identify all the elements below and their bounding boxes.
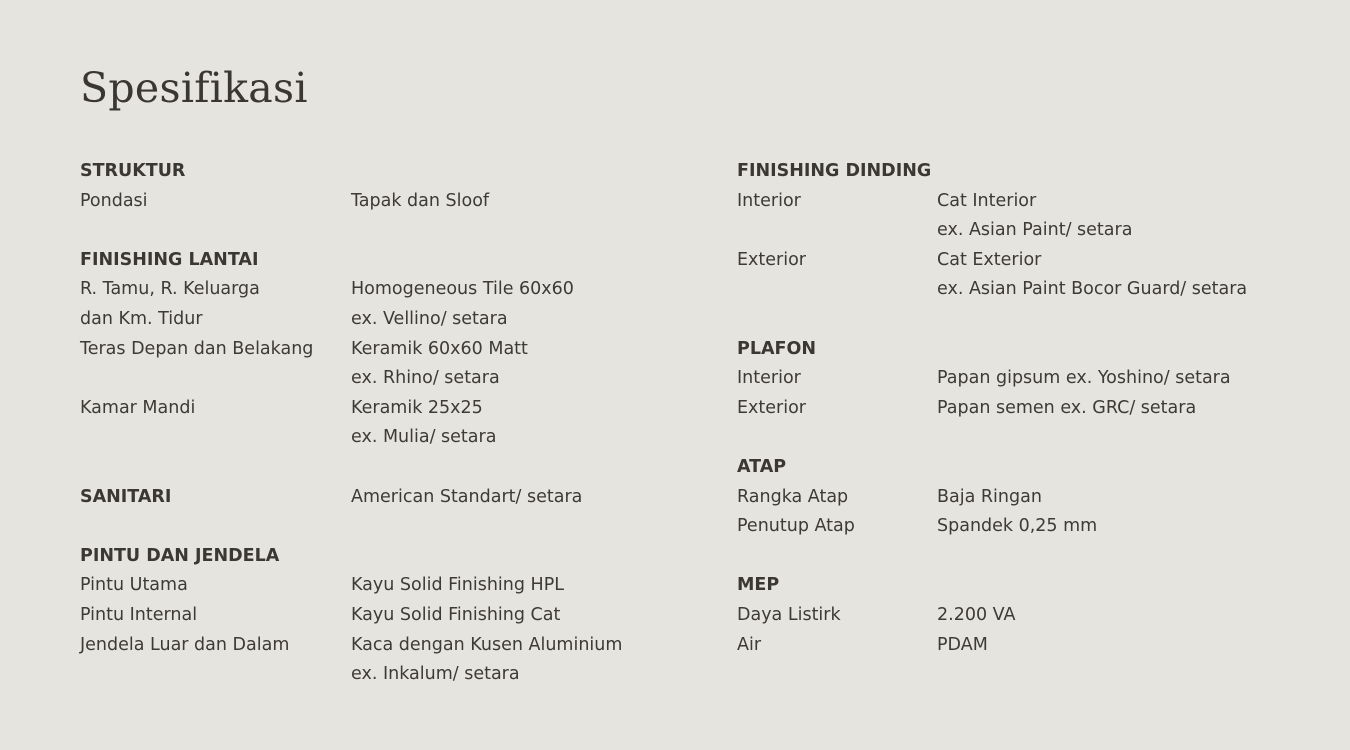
spec-value: PDAM [937, 634, 988, 655]
spec-value: Baja Ringan [937, 486, 1042, 507]
spec-row [80, 187, 680, 217]
spec-row [80, 275, 680, 305]
spec-section-row [80, 542, 680, 572]
spec-label: R. Tamu, R. Keluarga [80, 279, 260, 300]
spec-label: Interior [737, 368, 801, 389]
spec-value: 2.200 VA [937, 604, 1016, 625]
spec-row [80, 453, 680, 483]
spec-row [737, 216, 1317, 246]
spec-row [737, 601, 1317, 631]
spec-value: ex. Vellino/ setara [351, 308, 508, 329]
spec-row [737, 246, 1317, 276]
section-heading: FINISHING LANTAI [80, 249, 259, 270]
spec-value: Cat Exterior [937, 249, 1042, 270]
spec-label: Air [737, 634, 762, 655]
spec-section-row [737, 335, 1317, 365]
spec-column-right [737, 157, 1317, 660]
spec-value: Cat Interior [937, 190, 1037, 211]
spec-row [80, 423, 680, 453]
spec-label: Jendela Luar dan Dalam [80, 634, 290, 655]
spec-value: Homogeneous Tile 60x60 [351, 279, 574, 300]
spec-row [80, 512, 680, 542]
spec-section-row [80, 157, 680, 187]
spec-row [737, 423, 1317, 453]
section-heading: MEP [737, 575, 780, 596]
spec-value: Spandek 0,25 mm [937, 516, 1098, 537]
spec-value: Papan gipsum ex. Yoshino/ setara [937, 368, 1231, 389]
spec-section-row [737, 453, 1317, 483]
spec-row [737, 512, 1317, 542]
spec-section-row [80, 246, 680, 276]
spec-label: Interior [737, 190, 801, 211]
spec-label: Daya Listirk [737, 604, 841, 625]
spec-value: Kaca dengan Kusen Aluminium [351, 634, 623, 655]
spec-row [737, 483, 1317, 513]
spec-section-row [737, 571, 1317, 601]
spec-value: Tapak dan Sloof [351, 190, 490, 211]
spec-value: Kayu Solid Finishing HPL [351, 575, 565, 596]
spec-label: Exterior [737, 397, 807, 418]
spec-label: Penutup Atap [737, 516, 855, 537]
spec-row [737, 305, 1317, 335]
spec-value: ex. Asian Paint/ setara [937, 220, 1133, 241]
spec-row [80, 601, 680, 631]
spec-row [80, 394, 680, 424]
spec-label: Exterior [737, 249, 807, 270]
spec-label: dan Km. Tidur [80, 308, 203, 329]
section-heading: PLAFON [737, 338, 816, 359]
spec-row [737, 275, 1317, 305]
spec-row [80, 364, 680, 394]
spec-row [80, 631, 680, 661]
spec-value: ex. Inkalum/ setara [351, 664, 520, 685]
spec-value: ex. Mulia/ setara [351, 427, 497, 448]
spec-value: American Standart/ setara [351, 486, 583, 507]
spec-row [737, 542, 1317, 572]
spec-value: Papan semen ex. GRC/ setara [937, 397, 1197, 418]
section-heading: SANITARI [80, 486, 172, 507]
spec-value: Keramik 60x60 Matt [351, 338, 528, 359]
spec-row [80, 660, 680, 690]
spec-label: Rangka Atap [737, 486, 849, 507]
section-heading: FINISHING DINDING [737, 161, 932, 181]
spec-value: Kayu Solid Finishing Cat [351, 604, 561, 625]
spec-row [737, 394, 1317, 424]
spec-row [80, 305, 680, 335]
section-heading: STRUKTUR [80, 161, 186, 181]
spec-label: Kamar Mandi [80, 397, 196, 418]
spec-section-row [80, 483, 680, 513]
spec-column-left [80, 157, 680, 690]
spec-value: ex. Asian Paint Bocor Guard/ setara [937, 279, 1248, 300]
spec-row [80, 571, 680, 601]
spec-value: ex. Rhino/ setara [351, 368, 500, 389]
spec-label: Teras Depan dan Belakang [80, 338, 314, 359]
spec-row [80, 216, 680, 246]
spec-row [737, 631, 1317, 661]
spec-value: Keramik 25x25 [351, 397, 483, 418]
spec-row [737, 187, 1317, 217]
spec-section-row [737, 157, 1317, 187]
section-heading: PINTU DAN JENDELA [80, 545, 280, 566]
spec-label: Pintu Internal [80, 604, 198, 625]
page-title: Spesifikasi [80, 64, 308, 112]
spec-row [737, 364, 1317, 394]
spec-row [80, 335, 680, 365]
spec-label: Pondasi [80, 190, 148, 211]
spec-label: Pintu Utama [80, 575, 188, 596]
section-heading: ATAP [737, 456, 787, 477]
